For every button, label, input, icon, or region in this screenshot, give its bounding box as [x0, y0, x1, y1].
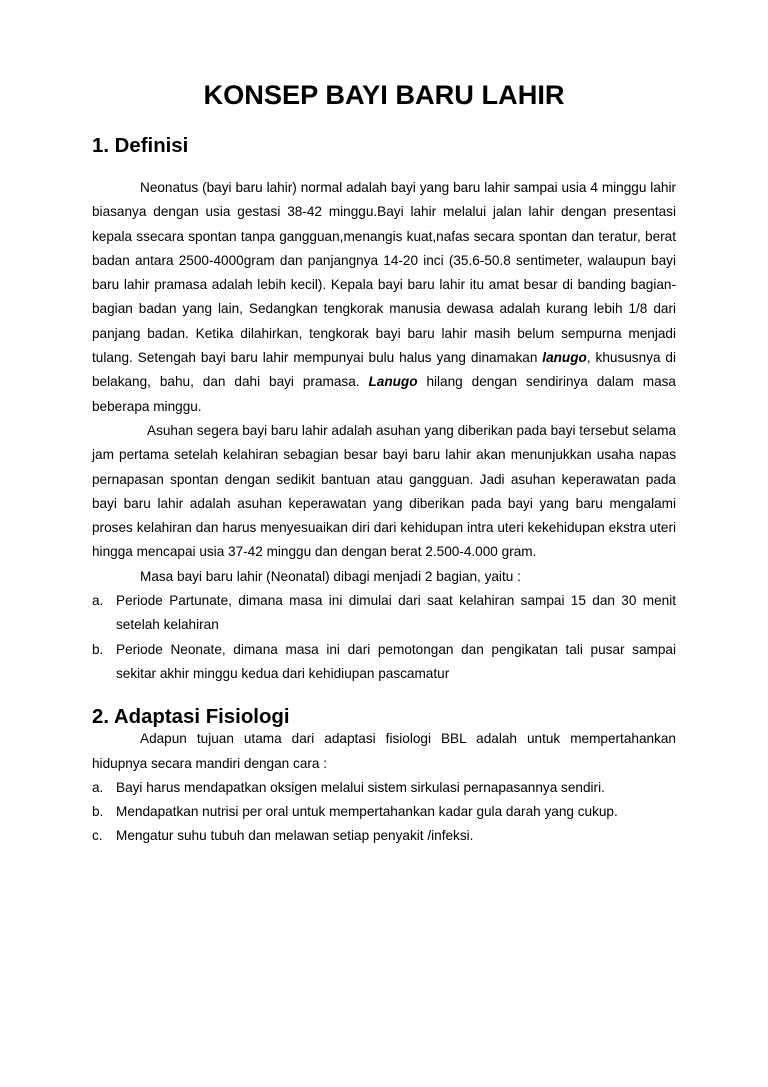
term-lanugo-2: Lanugo [368, 374, 418, 390]
list-item [92, 589, 676, 638]
section-heading-adaptasi: 2. Adaptasi Fisiologi [92, 706, 290, 729]
list-item [92, 800, 676, 824]
list-periode [92, 589, 676, 686]
list-item-text: Mendapatkan nutrisi per oral untuk mempertahankan kadar gula darah yang cukup. [116, 804, 618, 820]
paragraph-definisi-neonatus [92, 176, 676, 419]
list-marker: a. [92, 779, 104, 795]
term-lanugo: lanugo [542, 350, 587, 366]
list-item [92, 776, 676, 800]
list-adaptasi [92, 776, 676, 849]
list-item [92, 638, 676, 687]
list-item-text: Mengatur suhu tubuh dan melawan setiap penyakit /infeksi. [116, 828, 474, 844]
list-item-text: Periode Neonate, dimana masa ini dari pemotongan dan pengikatan tali pusar sampai sekitar akhir minggu kedua dari kehidiupan pascamatur [116, 641, 676, 681]
paragraph-text: , khususnya di belakang, bahu, dan dahi bayi pramasa. [92, 350, 677, 390]
list-item-text: Periode Partunate, dimana masa ini dimulai dari saat kelahiran sampai 15 dan 30 menit setelah kelahiran [116, 593, 676, 633]
list-marker: b. [92, 804, 104, 820]
paragraph-adaptasi: Adapun tujuan utama dari adaptasi fisiologi BBL adalah untuk mempertahankan hidupnya secara mandiri dengan cara : [92, 731, 676, 771]
paragraph-asuhan-segera: Asuhan segera bayi baru lahir adalah asuhan yang diberikan pada bayi tersebut selama jam pertama setelah kelahiran sebagian besar bayi baru lahir akan menunjukkan usaha napas pernapasan spontan dengan sedikit bantuan atau gangguan. Jadi asuhan keperawatan pada bayi baru lahir adalah asuhan keperawatan yang diberikan pada bayi yang baru mengalami proses kelahiran dan harus menyesuaikan diri dari kehidupan intra uteri kekehidupan ekstra uteri hingga mencapai usia 37-42 minggu dan dengan berat 2.500-4.000 gram. [92, 422, 677, 560]
paragraph-text: hilang dengan sendirinya dalam masa beberapa minggu. [92, 374, 676, 414]
list-item [92, 824, 676, 848]
paragraph-text: Neonatus (bayi baru lahir) normal adalah bayi yang baru lahir sampai usia 4 minggu lahir biasanya dengan usia gestasi 38-42 minggu.Bayi lahir melalui jalan lahir dengan presentasi kepala ssecara spontan tanpa gangguan,menangis kuat,nafas secara spontan dan teratur, berat badan antara 2500-4000gram dan panjangnya 14-20 inci (35.6-50.8 sentimeter, walaupun bayi baru lahir pramasa adalah lebih kecil). Kepala bayi baru lahir itu amat besar di banding bagian-bagian badan yang lain, Sedangkan tengkorak manusia dewasa adalah kurang lebih 1/8 dari panjang badan. Ketika dilahirkan, tengkorak bayi baru lahir masih belum sempurna menjadi tulang. Setengah bayi baru lahir mempunyai bulu halus yang dinamakan [92, 180, 676, 366]
list-marker: c. [92, 828, 103, 844]
list-marker: a. [92, 593, 104, 609]
paragraph-masa-bayi: Masa bayi baru lahir (Neonatal) dibagi menjadi 2 bagian, yaitu : [140, 568, 521, 584]
list-marker: b. [92, 641, 104, 657]
document-title: KONSEP BAYI BARU LAHIR [203, 79, 565, 110]
list-item-text: Bayi harus mendapatkan oksigen melalui sistem sirkulasi pernapasannya sendiri. [116, 779, 605, 795]
section-heading-definisi: 1. Definisi [92, 135, 189, 157]
